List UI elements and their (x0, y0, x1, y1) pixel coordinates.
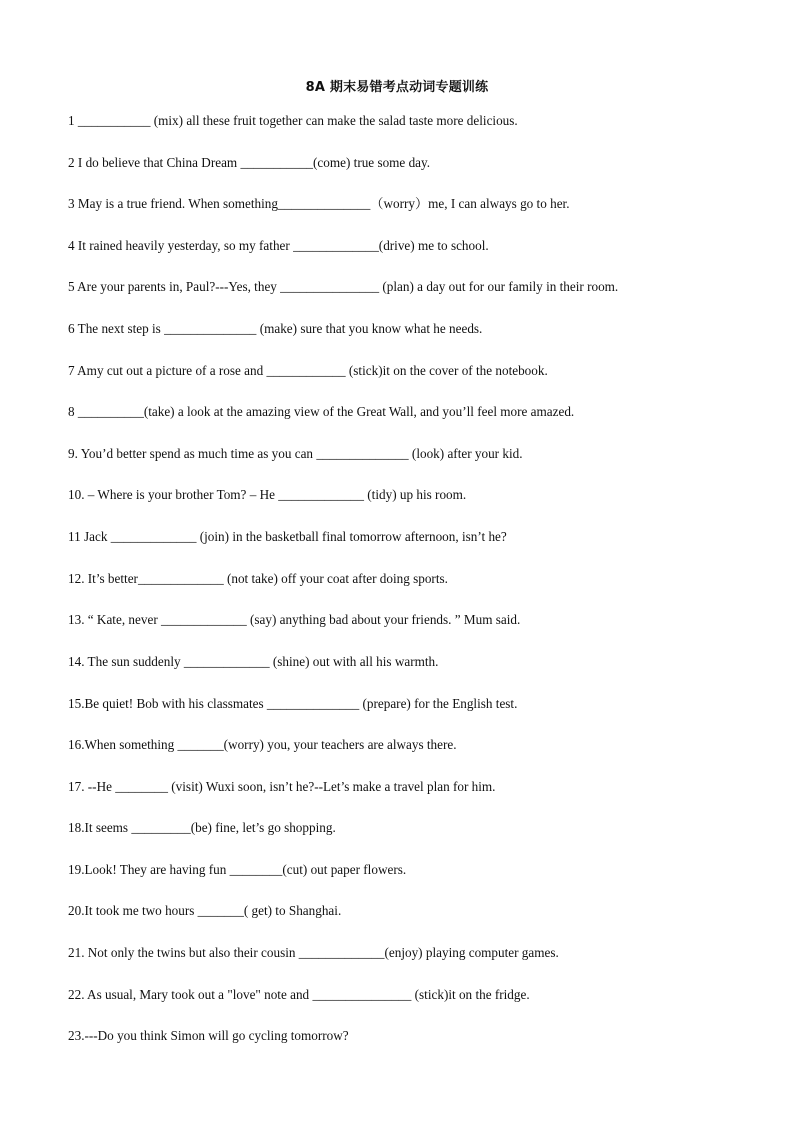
question-5: 5 Are your parents in, Paul?---Yes, they _______________ (plan) a day out for our family in their room. (68, 279, 619, 294)
question-4: 4 It rained heavily yesterday, so my father _____________(drive) me to school. (68, 238, 489, 253)
question-15: 15.Be quiet! Bob with his classmates ______________ (prepare) for the English test. (68, 696, 518, 711)
question-7: 7 Amy cut out a picture of a rose and ____________ (stick)it on the cover of the notebook. (68, 363, 548, 378)
question-22: 22. As usual, Mary took out a "love" note and _______________ (stick)it on the fridge. (68, 987, 530, 1002)
question-1: 1 ___________ (mix) all these fruit together can make the salad taste more delicious. (68, 113, 518, 128)
question-2: 2 I do believe that China Dream ___________(come) true some day. (68, 155, 431, 170)
question-17: 17. --He ________ (visit) Wuxi soon, isn’t he?--Let’s make a travel plan for him. (68, 779, 496, 794)
question-23: 23.---Do you think Simon will go cycling tomorrow? (68, 1028, 349, 1043)
question-14: 14. The sun suddenly _____________ (shine) out with all his warmth. (68, 654, 439, 669)
question-13: 13. “ Kate, never _____________ (say) anything bad about your friends. ” Mum said. (68, 612, 521, 627)
question-10: 10. – Where is your brother Tom? – He _____________ (tidy) up his room. (68, 487, 467, 502)
question-9: 9. You’d better spend as much time as you can ______________ (look) after your kid. (68, 446, 523, 461)
question-12: 12. It’s better_____________ (not take) off your coat after doing sports. (68, 571, 448, 586)
question-16: 16.When something _______(worry) you, your teachers are always there. (68, 737, 457, 752)
question-19: 19.Look! They are having fun ________(cut) out paper flowers. (68, 862, 407, 877)
question-18: 18.It seems _________(be) fine, let’s go shopping. (68, 820, 336, 835)
question-8: 8 __________(take) a look at the amazing view of the Great Wall, and you’ll feel more amazed. (68, 404, 575, 419)
question-3: 3 May is a true friend. When something______________（worry）me, I can always go to her. (68, 196, 570, 211)
question-20: 20.It took me two hours _______( get) to Shanghai. (68, 903, 342, 918)
question-6: 6 The next step is ______________ (make) sure that you know what he needs. (68, 321, 483, 336)
question-11: 11 Jack _____________ (join) in the basketball final tomorrow afternoon, isn’t he? (68, 529, 507, 544)
question-21: 21. Not only the twins but also their cousin _____________(enjoy) playing computer games. (68, 945, 559, 960)
worksheet-title: 8A 期末易错考点动词专题训练 (305, 80, 489, 95)
